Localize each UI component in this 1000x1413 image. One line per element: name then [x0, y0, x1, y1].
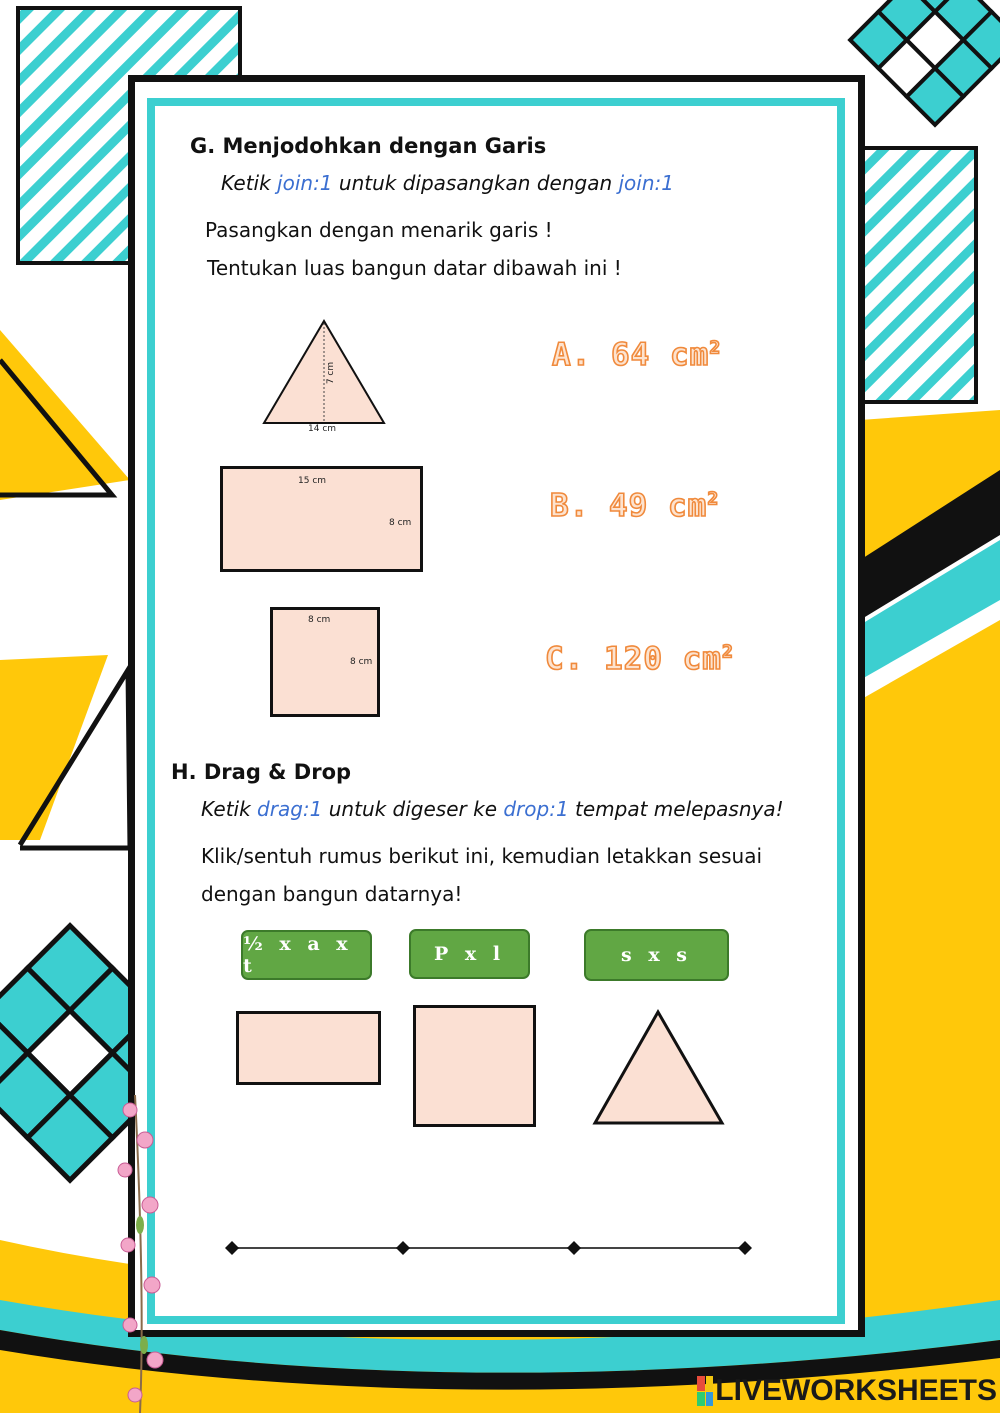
- section-g-line1: Pasangkan dengan menarik garis !: [205, 218, 553, 242]
- flower-branch-decoration: [100, 1095, 190, 1413]
- divider-line-with-nodes: [222, 1236, 757, 1260]
- join-keyword: join:1: [618, 171, 674, 195]
- answer-a-text: A. 64 cm: [552, 337, 710, 373]
- square-height-label: 8 cm: [350, 657, 373, 667]
- square-width-label: 8 cm: [308, 615, 331, 625]
- join-keyword: join:1: [277, 171, 333, 195]
- answer-b-exponent: 2: [707, 488, 720, 510]
- answer-b[interactable]: [550, 488, 719, 524]
- section-h-line1: Klik/sentuh rumus berikut ini, kemudian letakkan sesuai: [201, 844, 763, 868]
- liveworksheets-badge-icon: [697, 1376, 713, 1406]
- liveworksheets-wordmark: LIVEWORKSHEETS: [715, 1374, 997, 1407]
- instr-text: untuk digeser ke: [322, 797, 504, 821]
- answer-a[interactable]: [552, 337, 721, 373]
- rectangle-height-label: 8 cm: [389, 518, 412, 528]
- formula-square-button[interactable]: s x s: [584, 929, 729, 981]
- rectangle-width-label: 15 cm: [298, 476, 327, 486]
- instr-text: Ketik: [221, 171, 278, 195]
- answer-c[interactable]: [545, 641, 734, 677]
- worksheet-inner-frame: [147, 98, 845, 1324]
- instr-text: Ketik: [201, 797, 258, 821]
- triangle-drop-target[interactable]: [592, 1008, 725, 1128]
- section-h-line2: dengan bangun datarnya!: [201, 882, 463, 906]
- formula-triangle-button[interactable]: ½ x a x t: [241, 930, 372, 980]
- triangle-height-label: 7 cm: [326, 361, 337, 385]
- answer-c-text: C. 120 cm: [545, 641, 722, 677]
- triangle-shape-match[interactable]: [260, 318, 390, 438]
- section-h-heading: H. Drag & Drop: [171, 760, 352, 784]
- formula-rectangle-button[interactable]: P x l: [409, 929, 530, 979]
- answer-b-text: B. 49 cm: [550, 488, 708, 524]
- section-g-heading: G. Menjodohkan dengan Garis: [190, 134, 547, 158]
- section-g-line2: Tentukan luas bangun datar dibawah ini !: [207, 256, 622, 280]
- square-drop-target[interactable]: [413, 1005, 536, 1127]
- drag-keyword: drag:1: [257, 797, 323, 821]
- instr-text: tempat melepasnya!: [568, 797, 784, 821]
- instr-text: untuk dipasangkan dengan: [332, 171, 619, 195]
- triangle-base-label: 14 cm: [308, 424, 337, 434]
- drop-keyword: drop:1: [503, 797, 569, 821]
- section-g-instruction: [221, 171, 674, 195]
- answer-c-exponent: 2: [721, 641, 734, 663]
- section-h-instruction: [201, 797, 784, 821]
- liveworksheets-logo: [697, 1374, 997, 1408]
- rectangle-drop-target[interactable]: [236, 1011, 381, 1085]
- answer-a-exponent: 2: [709, 337, 722, 359]
